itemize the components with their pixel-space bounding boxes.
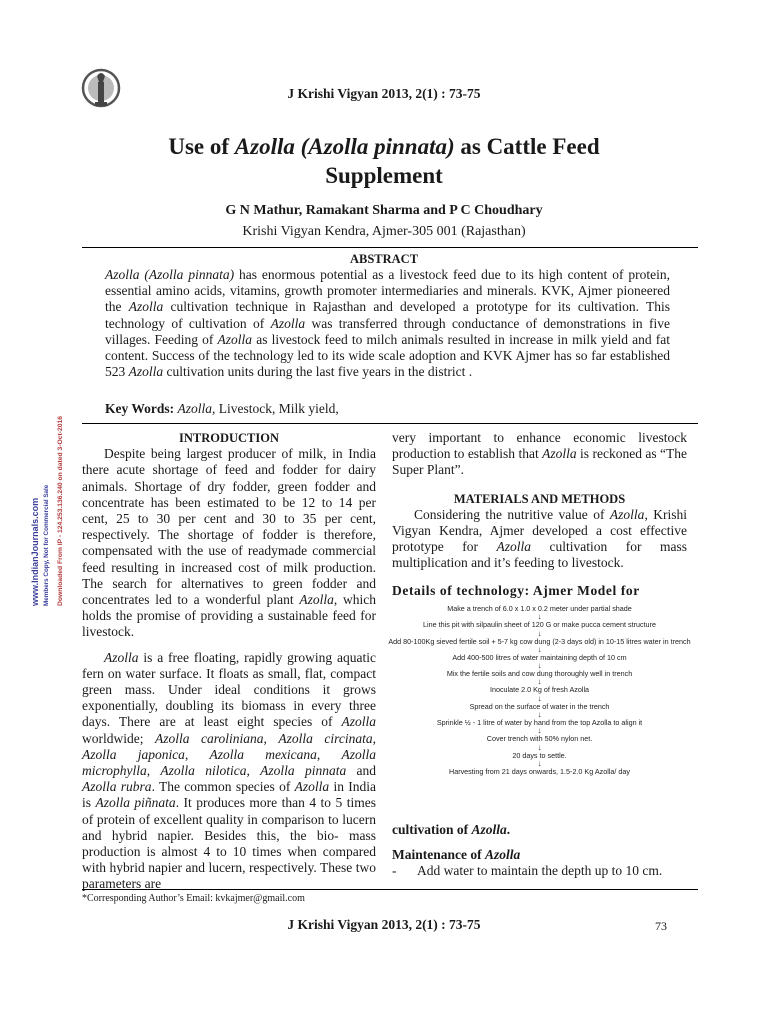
down-arrow-icon: ↓ — [537, 661, 542, 671]
watermark-copy: Members Copy, Not for Commercial Sale — [43, 484, 50, 606]
down-arrow-icon: ↓ — [537, 726, 542, 736]
footnote: *Corresponding Author’s Email: kvkajmer@gmail.com — [82, 893, 305, 904]
affiliation: Krishi Vigyan Kendra, Ajmer-305 001 (Rajasthan) — [242, 224, 526, 239]
details-heading-continued: cultivation of Azolla. — [392, 822, 511, 837]
details-heading: Details of technology: Ajmer Model for — [392, 582, 640, 598]
keywords: Key Words: Azolla, Livestock, Milk yield, — [105, 401, 339, 416]
down-arrow-icon: ↓ — [537, 693, 542, 703]
journal-header: J Krishi Vigyan 2013, 2(1) : 73-75 — [287, 86, 481, 101]
flow-step: Add 80-100Kg sieved fertile soil + 5-7 kg cow dung (2-3 days old) in 10-15 litres water in trench — [388, 636, 691, 646]
intro-paragraph-2: Azolla is a free floating, rapidly growing aquatic fern on water surface. It floats as small, flat, compact green mass. Under ideal conditions it grows exponentially, doubling its biomass in every three days. There are at least eight species of Azolla worldwide; Azolla caroliniana, Azolla circinata, Azolla japonica, Azolla mexicana, Azolla microphylla, Azolla nilotica, Azolla pinnata and Azolla rubra. The common species of Azolla in India is Azolla piñnata. It produces more than 4 to 5 times of protein of excellent quality in comparison to lucern and hybrid napier. Besides this, the bio- mass production is almost 4 to 10 times when compared with hybrid napier and lucern, respectively. These two parameters are — [82, 649, 376, 892]
journal-footer: J Krishi Vigyan 2013, 2(1) : 73-75 — [287, 917, 481, 932]
download-watermark — [26, 410, 68, 610]
materials-methods-heading: MATERIALS AND METHODS — [453, 491, 626, 506]
intro-paragraph-3: very important to enhance economic livestock production to establish that Azolla is reckoned as “The Super Plant”. — [392, 430, 687, 478]
divider — [82, 423, 698, 424]
right-column-bottom — [392, 822, 687, 880]
paper-title: Use of Azolla (Azolla pinnata) as Cattle Feed Supplement — [168, 134, 600, 188]
down-arrow-icon: ↓ — [537, 612, 542, 622]
flow-step: Spread on the surface of water in the trench — [469, 701, 610, 711]
flow-step: Inoculate 2.0 Kg of fresh Azolla — [489, 685, 590, 695]
watermark-download: Downloaded From IP - 124.253.136.240 on dated 3-Oct-2016 — [58, 437, 64, 606]
flow-step: Harvesting from 21 days onwards, 1.5-2.0 Kg Azolla/ day — [449, 766, 630, 776]
abstract-heading: ABSTRACT — [349, 252, 419, 266]
divider — [82, 889, 698, 890]
down-arrow-icon: ↓ — [537, 742, 542, 752]
flow-step: Sprinkle ½ - 1 litre of water by hand from the top Azolla to align it — [436, 718, 643, 728]
abstract-body: Azolla (Azolla pinnata) has enormous potential as a livestock feed due to its high content of protein, essential amino acids, vitamins, growth promoter intermediaries and minerals. KVK, Ajmer pioneered the Azolla cultivation technique in Rajasthan and developed a prototype for its cultivation. This technology of cultivation of Azolla was transferred through conductance of demonstrations in five villages. Feeding of Azolla as livestock feed to milch animals resulted in increase in milk yield and fat content. Success of the technology led to its wide scale adoption and KVK Ajmer has so far established 523 Azolla cultivation units during the last five years in the district . — [105, 267, 670, 380]
right-column-top — [392, 430, 687, 599]
cultivation-flowchart — [388, 604, 691, 776]
maintenance-heading: Maintenance of Azolla — [392, 847, 521, 863]
down-arrow-icon: ↓ — [537, 677, 542, 687]
maintenance-item: - Add water to maintain the depth up to 10 cm. — [392, 863, 663, 879]
flow-step: Add 400-500 litres of water maintaining depth of 10 cm — [452, 652, 627, 662]
intro-paragraph-1: Despite being largest producer of milk, in India there acute shortage of feed and fodder for dairy animals. Shortage of dry fodder, green fodder and concentrate has been estimated to be 12 to 14 per cent, 25 to 30 per cent and 30 to 35 per cent, respectively. The shortage of fodder is therefore, compensated with the use of readymade commercial feed resulting in increased cost of milk production. The search for alternatives to green fodder and concentrates led to a wonderful plant Azolla, which holds the promise of providing a sustainable feed for livestock. — [82, 446, 376, 640]
page-number: 73 — [655, 919, 667, 933]
down-arrow-icon: ↓ — [537, 758, 542, 768]
introduction-heading: INTRODUCTION — [178, 431, 279, 445]
down-arrow-icon: ↓ — [537, 710, 542, 720]
left-column — [82, 430, 376, 893]
flow-step: 20 days to settle. — [512, 750, 567, 760]
watermark-site: www.IndianJournals.com — [30, 497, 40, 606]
mm-paragraph: Considering the nutritive value of Azolla, Krishi Vigyan Kendra, Ajmer developed a cost effective prototype for Azolla cultivation for mass multiplication and it’s feeding to livestock. — [392, 506, 688, 571]
flow-step: Make a trench of 6.0 x 1.0 x 0.2 meter under partial shade — [447, 604, 632, 613]
down-arrow-icon: ↓ — [537, 644, 542, 654]
flow-step: Mix the fertile soils and cow dung thoroughly well in trench — [446, 669, 633, 679]
divider — [82, 247, 698, 248]
authors: G N Mathur, Ramakant Sharma and P C Choudhary — [225, 203, 543, 218]
flow-step: Line this pit with silpaulin sheet of 120 G or make pucca cement structure — [423, 620, 656, 630]
down-arrow-icon: ↓ — [537, 628, 542, 638]
flow-step: Cover trench with 50% nylon net. — [486, 734, 593, 744]
